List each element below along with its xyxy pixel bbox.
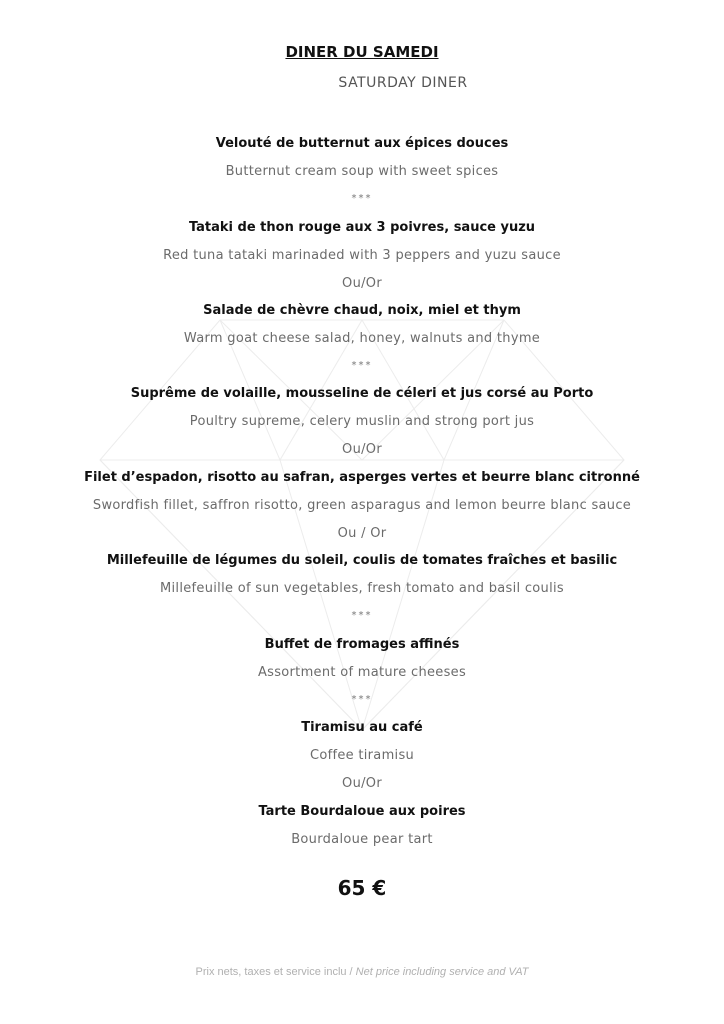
dish-en: Millefeuille of sun vegetables, fresh tomato and basil coulis (160, 581, 564, 596)
dish-fr: Velouté de butternut aux épices douces (215, 136, 509, 151)
separator: *** (351, 610, 373, 621)
dish-en: Warm goat cheese salad, honey, walnuts and thyme (183, 331, 541, 346)
or-separator: Ou/Or (342, 276, 382, 291)
dish-en: Swordfish fillet, saffron risotto, green asparagus and lemon beurre blanc sauce (92, 498, 632, 513)
or-separator: Ou/Or (342, 776, 382, 791)
dish-fr: Buffet de fromages affinés (264, 637, 460, 652)
separator: *** (351, 360, 373, 371)
or-separator: Ou/Or (342, 442, 382, 457)
dish-en: Coffee tiramisu (309, 748, 415, 763)
separator: *** (351, 193, 373, 204)
dish-fr: Tiramisu au café (301, 720, 423, 735)
dish-fr: Filet d’espadon, risotto au safran, asperges vertes et beurre blanc citronné (84, 470, 640, 485)
footer-en: Net price including service and VAT (355, 966, 529, 978)
footer-fr: Prix nets, taxes et service inclu / (195, 966, 356, 978)
dish-fr: Tarte Bourdaloue aux poires (258, 804, 466, 819)
dish-fr: Tataki de thon rouge aux 3 poivres, sauce yuzu (188, 220, 536, 235)
dish-en: Assortment of mature cheeses (257, 665, 467, 680)
menu-price: 65 € (337, 876, 387, 900)
footer-note (0, 966, 724, 978)
dish-en: Poultry supreme, celery muslin and strong port jus (189, 414, 535, 429)
or-separator: Ou / Or (337, 526, 387, 541)
page-title: DINER DU SAMEDI (285, 43, 439, 61)
dish-en: Red tuna tataki marinaded with 3 peppers and yuzu sauce (163, 248, 561, 263)
dish-fr: Salade de chèvre chaud, noix, miel et thym (203, 303, 521, 318)
dish-en: Bourdaloue pear tart (291, 832, 433, 847)
dish-fr: Suprême de volaille, mousseline de céleri et jus corsé au Porto (130, 386, 594, 401)
dish-en: Butternut cream soup with sweet spices (225, 164, 499, 179)
separator: *** (351, 694, 373, 705)
page-subtitle: SATURDAY DINER (338, 75, 468, 91)
dish-fr: Millefeuille de légumes du soleil, coulis de tomates fraîches et basilic (106, 553, 618, 568)
